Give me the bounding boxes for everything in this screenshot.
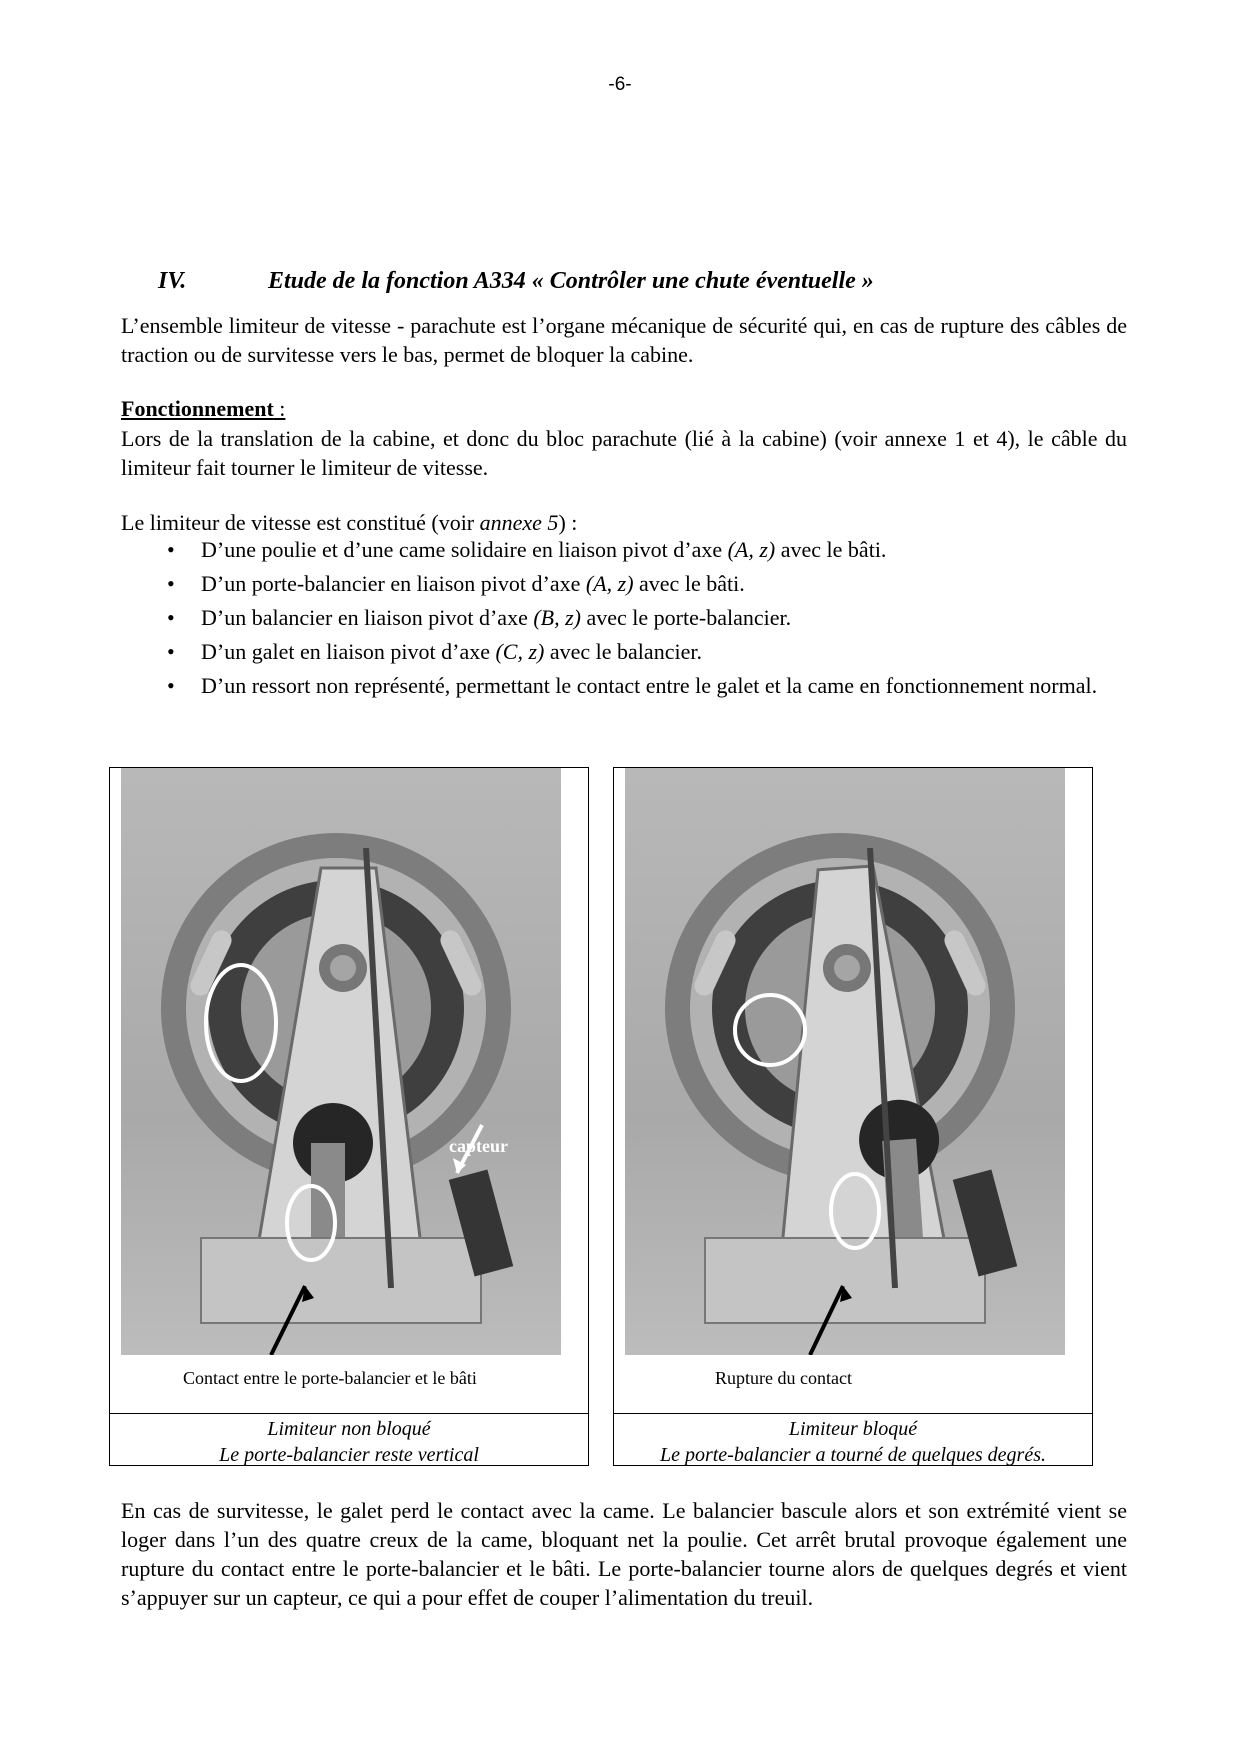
- photo-limiteur-non-bloque: [121, 768, 561, 1355]
- list-item: • D’un ressort non représenté, permettant le contact entre le galet et la came en fonctionnement normal.: [167, 673, 1098, 698]
- mechanism-illustration: [625, 768, 1065, 1355]
- figure-inner-caption: Contact entre le porte-balancier et le bâti: [183, 1368, 477, 1388]
- figure-caption-line1: Limiteur bloqué: [788, 1418, 918, 1440]
- figure-inner-caption: Rupture du contact: [715, 1368, 852, 1388]
- intro-paragraph: L’ensemble limiteur de vitesse - parachute est l’organe mécanique de sécurité qui, en cas de rupture des câbles de traction ou de survitesse vers le bas, permet de bloquer la cabine.: [121, 313, 1127, 367]
- list-item: • D’un porte-balancier en liaison pivot d’axe (A, z) avec le bâti.: [167, 571, 745, 596]
- photo-limiteur-bloque: [625, 768, 1065, 1355]
- figure-limiteur-bloque: [613, 767, 1093, 1466]
- divider: [614, 1413, 1092, 1414]
- conclusion-paragraph: En cas de survitesse, le galet perd le contact avec la came. Le balancier bascule alors et son extrémité vient se loger dans l’un des quatre creux de la came, bloquant net la poulie. Cet arrêt brutal provoque également une rupture du contact entre le porte-balancier et le bâti. Le porte-balancier tourne alors de quelques degrés et vient s’appuyer sur un capteur, ce qui a pour effet de couper l’alimentation du treuil.: [121, 1498, 1127, 1610]
- constitution-list: [121, 535, 1127, 705]
- fonctionnement-text: Lors de la translation de la cabine, et donc du bloc parachute (lié à la cabine) (voir annexe 1 et 4), le câble du limiteur fait tourner le limiteur de vitesse.: [121, 426, 1127, 480]
- list-item: • D’un balancier en liaison pivot d’axe (B, z) avec le porte-balancier.: [167, 605, 792, 630]
- figure-caption-line2: Le porte-balancier a tourné de quelques degrés.: [659, 1444, 1047, 1466]
- divider: [110, 1413, 588, 1414]
- list-item: • D’une poulie et d’une came solidaire en liaison pivot d’axe (A, z) avec le bâti.: [167, 537, 887, 562]
- section-number: IV.: [158, 268, 187, 294]
- figure-caption-line1: Limiteur non bloqué: [267, 1418, 431, 1440]
- constitution-lead: Le limiteur de vitesse est constitué (voir annexe 5) :: [121, 510, 578, 535]
- page-number: -6-: [608, 74, 632, 95]
- list-item: • D’un galet en liaison pivot d’axe (C, z) avec le balancier.: [167, 639, 702, 664]
- capteur-annotation: capteur: [449, 1136, 508, 1156]
- fonctionnement-heading: Fonctionnement :: [121, 396, 286, 421]
- section-title: Etude de la fonction A334 « Contrôler une chute éventuelle »: [268, 268, 874, 294]
- mechanism-illustration: [121, 768, 561, 1355]
- figure-limiteur-non-bloque: [109, 767, 589, 1466]
- figure-caption-line2: Le porte-balancier reste vertical: [219, 1444, 479, 1466]
